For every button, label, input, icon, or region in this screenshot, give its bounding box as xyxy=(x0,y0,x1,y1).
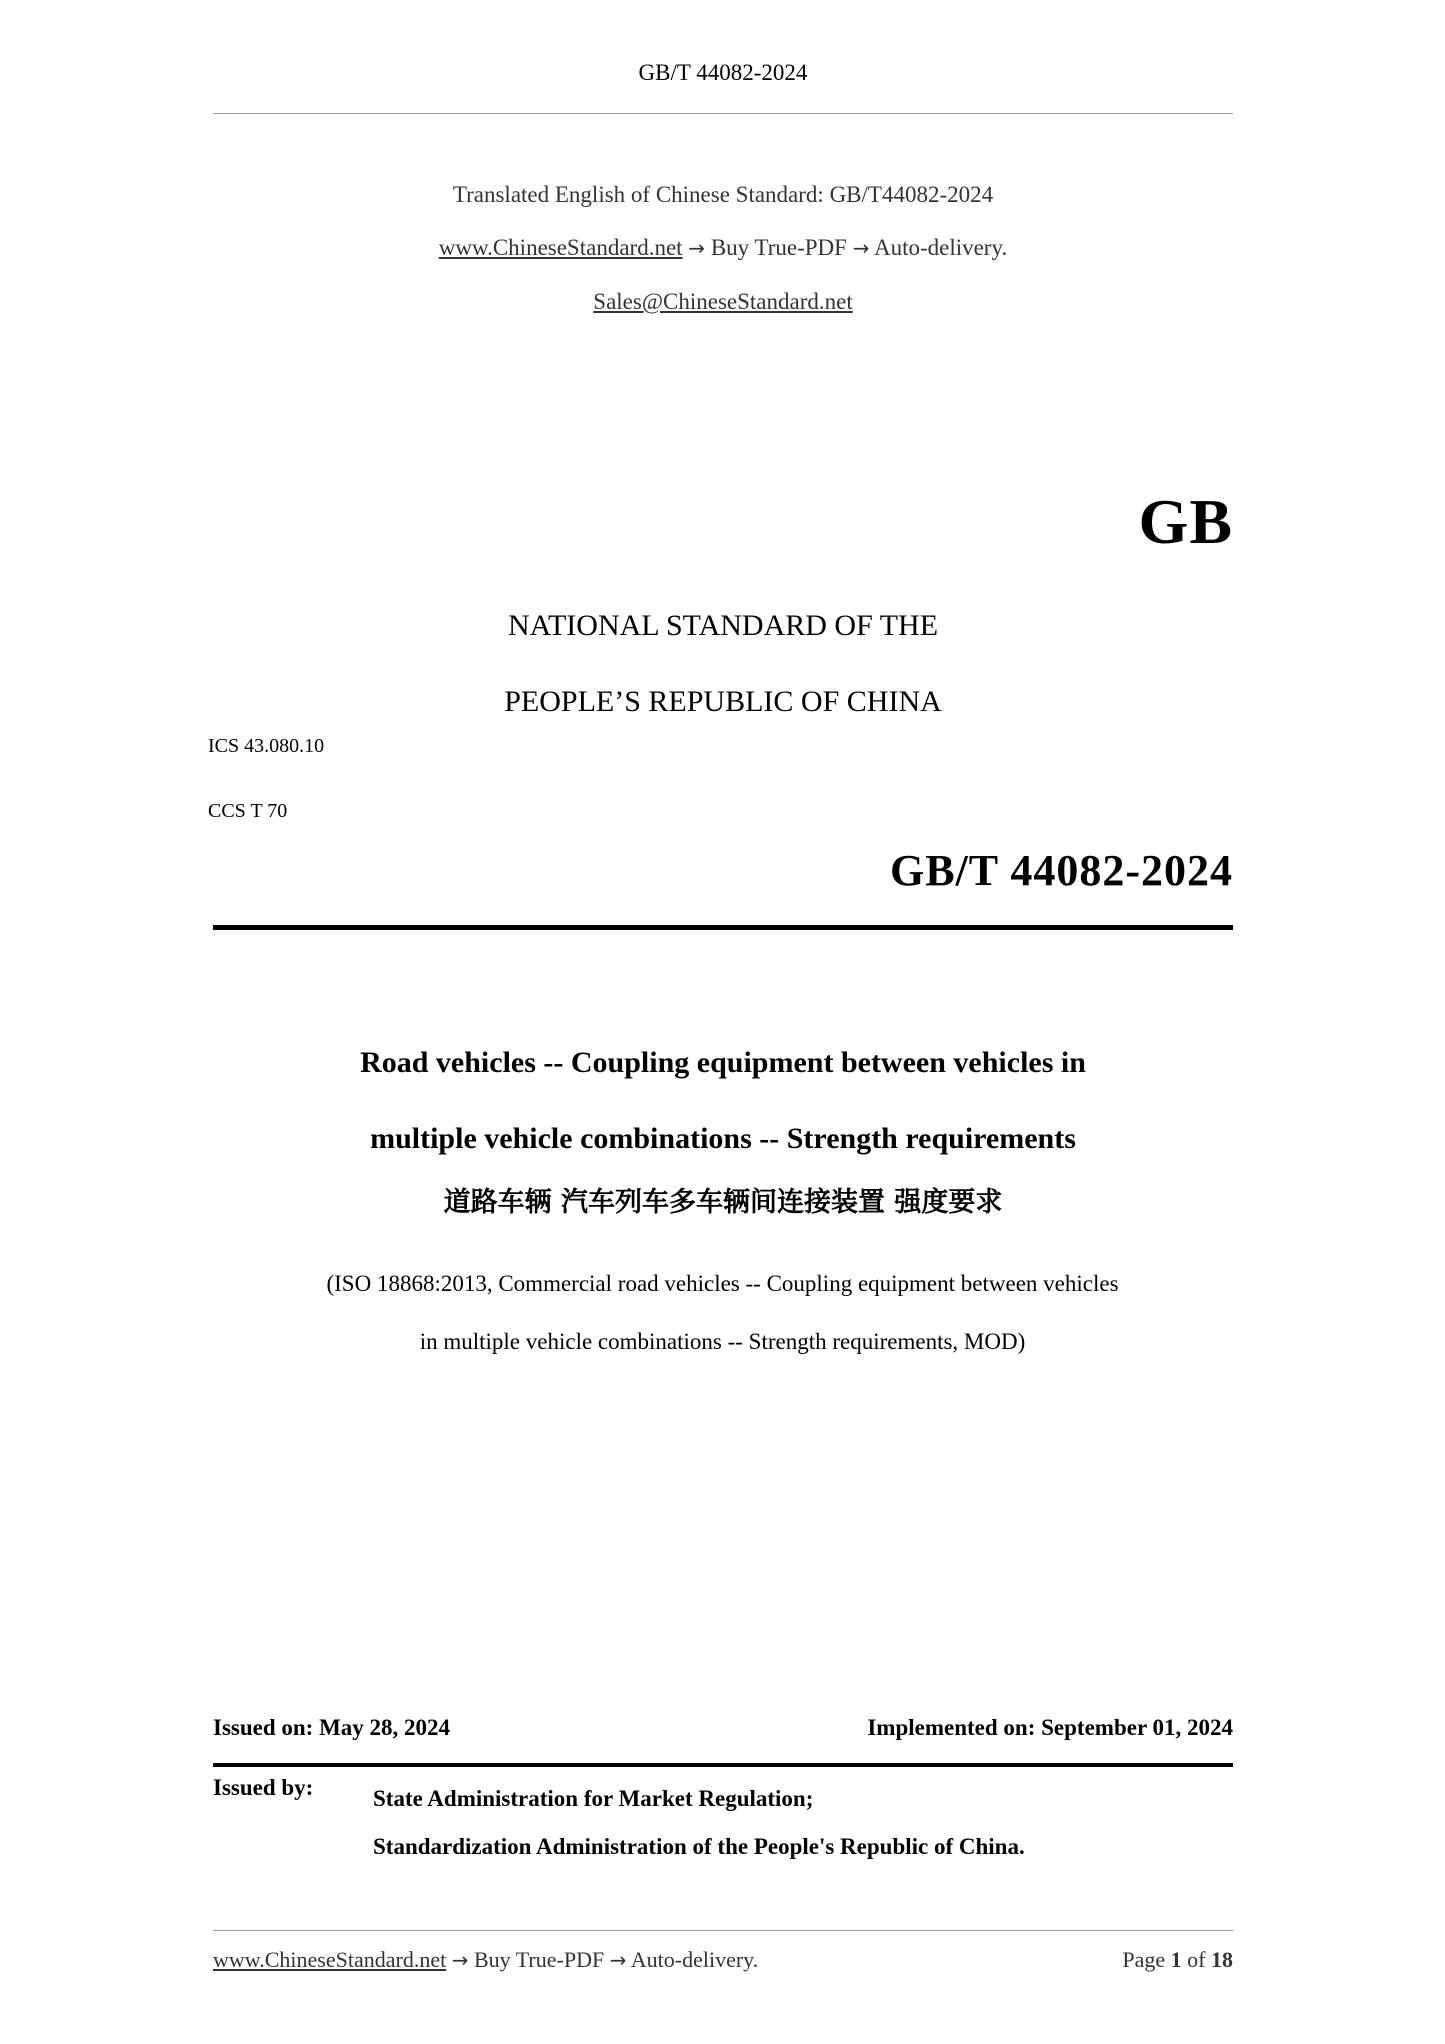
promo-email-link[interactable]: Sales@ChineseStandard.net xyxy=(593,289,853,314)
iso-reference-line-1: (ISO 18868:2013, Commercial road vehicles -- Coupling equipment between vehicles xyxy=(326,1271,1119,1296)
running-title: GB/T 44082-2024 xyxy=(638,60,808,85)
arrow-icon-4: → xyxy=(609,1948,627,1972)
national-standard-line-2: PEOPLE’S REPUBLIC OF CHINA xyxy=(504,685,942,718)
promo-buy-text: Buy True-PDF xyxy=(710,235,847,260)
ccs-code: CCS T 70 xyxy=(208,800,288,822)
page-total: 18 xyxy=(1211,1947,1233,1972)
standard-number-rule xyxy=(213,925,1233,930)
promo-translated-line: Translated English of Chinese Standard: GB/T44082-2024 xyxy=(452,182,994,207)
promo-purchase-line xyxy=(213,221,1233,275)
ics-code: ICS 43.080.10 xyxy=(208,735,325,757)
page-of-label: of xyxy=(1187,1947,1206,1972)
dates-row xyxy=(213,1715,1233,1741)
standard-number: GB/T 44082-2024 xyxy=(889,846,1233,895)
title-english xyxy=(213,1025,1233,1177)
issuer-line-2: Standardization Administration of the People's Republic of China. xyxy=(373,1834,1025,1859)
footer-site-link[interactable]: www.ChineseStandard.net xyxy=(213,1947,447,1972)
implemented-on-date: Implemented on: September 01, 2024 xyxy=(867,1715,1233,1740)
issuer-block xyxy=(213,1775,1233,1871)
arrow-icon-3: → xyxy=(451,1948,469,1972)
promo-block xyxy=(213,168,1233,328)
dates-rule xyxy=(213,1763,1233,1767)
footer-divider xyxy=(213,1930,1233,1931)
footer-buy-text: Buy True-PDF xyxy=(473,1947,605,1972)
page-footer xyxy=(213,1947,1233,1973)
arrow-icon-2: → xyxy=(852,236,870,260)
issued-on-date: Issued on: May 28, 2024 xyxy=(213,1715,451,1740)
national-standard-heading xyxy=(213,588,1233,740)
arrow-icon: → xyxy=(688,236,706,260)
issuer-line-1: State Administration for Market Regulation; xyxy=(373,1786,814,1811)
page-label: Page xyxy=(1122,1947,1166,1972)
title-english-line-1: Road vehicles -- Coupling equipment between vehicles in xyxy=(360,1046,1086,1079)
page-indicator xyxy=(1122,1947,1233,1973)
title-english-line-2: multiple vehicle combinations -- Strength requirements xyxy=(370,1122,1076,1155)
issued-by-label: Issued by: xyxy=(213,1775,314,1800)
footer-delivery-text: Auto-delivery. xyxy=(630,1947,759,1972)
promo-delivery-text: Auto-delivery. xyxy=(873,235,1008,260)
title-chinese: 道路车辆 汽车列车多车辆间连接装置 强度要求 xyxy=(443,1187,1003,1218)
national-standard-line-1: NATIONAL STANDARD OF THE xyxy=(507,609,939,642)
header-divider xyxy=(213,113,1233,114)
gb-emblem-text: GB xyxy=(1138,486,1233,557)
iso-reference-line-2: in multiple vehicle combinations -- Strength requirements, MOD) xyxy=(419,1329,1026,1354)
page-header xyxy=(213,60,1233,86)
footer-promo xyxy=(213,1947,758,1973)
iso-reference xyxy=(195,1255,1250,1371)
page-number: 1 xyxy=(1170,1947,1182,1972)
promo-site-link[interactable]: www.ChineseStandard.net xyxy=(438,235,683,260)
